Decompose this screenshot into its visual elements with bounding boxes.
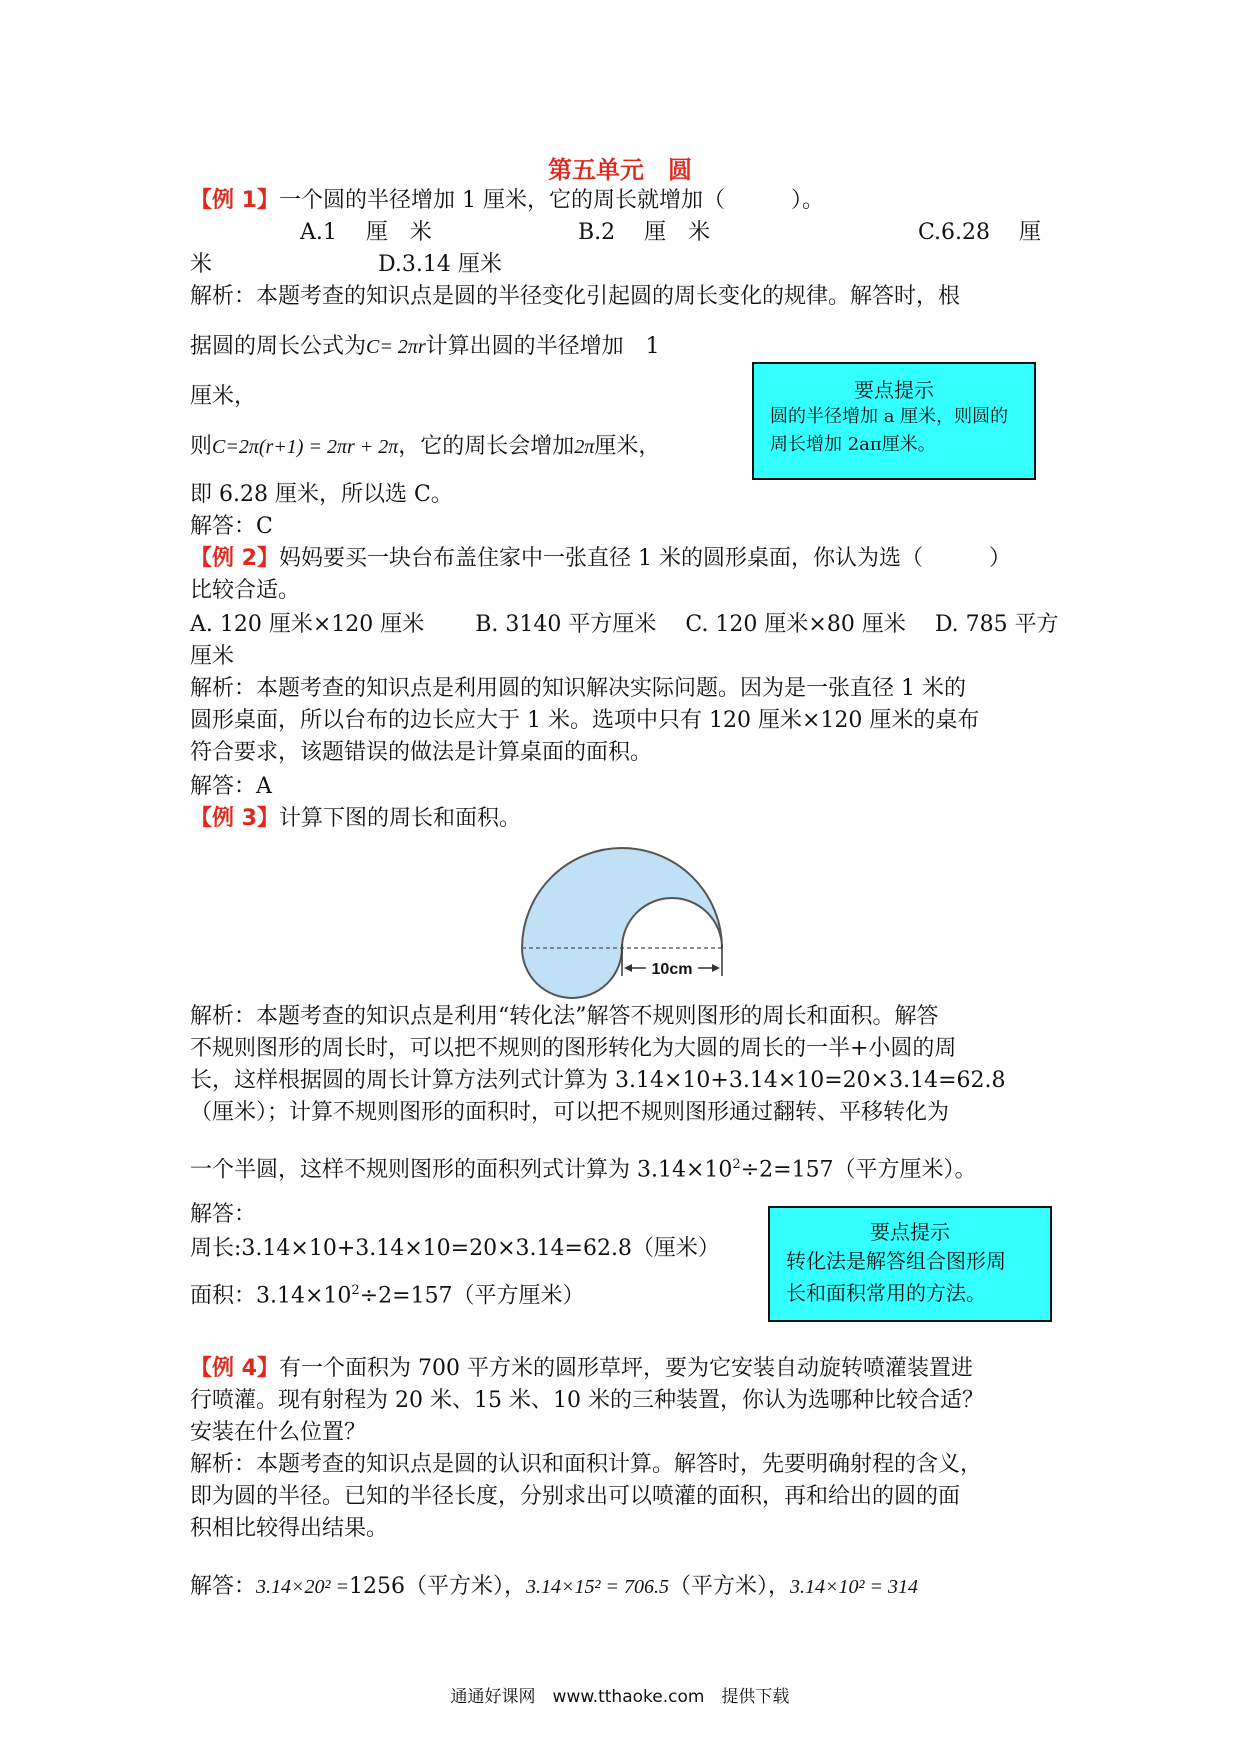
ex4-tag: 【例 4】 (190, 1356, 279, 1381)
ex4-answer-line: 解答：3.14×20² =1256（平方米），3.14×15² = 706.5（平方米），3.14×10² = 314 (190, 1574, 919, 1599)
tip-line-1: 圆的半径增加 a 厘米，则圆的 (770, 406, 1009, 427)
calc-10: 3.14×10² = 314 (790, 1576, 919, 1598)
ex2-options-cont: 厘米 (190, 644, 235, 669)
two-pi-formula: 2π (574, 436, 595, 458)
ex2-analysis-3: 符合要求，该题错误的做法是计算桌面的面积。 (190, 740, 653, 765)
ex1-question-line (190, 186, 824, 216)
ex3-question-line (190, 804, 521, 834)
calc-20: 3.14×20² = (256, 1576, 350, 1598)
ex2-analysis-2: 圆形桌面，所以台布的边长应大于 1 米。选项中只有 120 厘米×120 厘米的桌布 (190, 708, 980, 733)
circumference-formula: C= 2πr (366, 336, 426, 358)
ex1-option-b: B.2 厘 米 (578, 220, 711, 245)
ex1-option-c-cont: 米 (190, 252, 213, 277)
calc-15: 3.14×15² = 706.5 (526, 1576, 670, 1598)
tip-title: 要点提示 (870, 1220, 950, 1244)
ex1-option-c: C.6.28 厘 (918, 220, 1042, 245)
increase-formula: C=2π(r+1) = 2πr + 2π (212, 436, 399, 458)
ex2-question-line (190, 544, 1011, 574)
ex3-analysis-2: 不规则图形的周长时，可以把不规则的图形转化为大圆的周长的一半+小圆的周 (190, 1036, 957, 1061)
tip-line-2: 长和面积常用的方法。 (786, 1281, 986, 1305)
arrow-left-icon (624, 964, 632, 972)
ex3-answer-perimeter: 周长:3.14×10+3.14×10=20×3.14=62.8（厘米） (190, 1236, 720, 1261)
ex2-tag: 【例 2】 (190, 546, 279, 571)
ex2-question-1: 妈妈要买一块台布盖住家中一张直径 1 米的圆形桌面，你认为选（ ） (278, 546, 1011, 571)
arrow-right-icon (712, 964, 720, 972)
ex1-question: 一个圆的半径增加 1 厘米，它的周长就增加（ ）。 (278, 188, 824, 213)
ex3-analysis-3: 长，这样根据圆的周长计算方法列式计算为 3.14×10+3.14×10=20×3.14=62.8 (190, 1068, 1006, 1093)
ex3-analysis-4: （厘米）；计算不规则图形的面积时，可以把不规则图形通过翻转、平移转化为 (190, 1100, 950, 1125)
ex4-question-1: 有一个面积为 700 平方米的圆形草坪，要为它安装自动旋转喷灌装置进 (278, 1356, 973, 1381)
ex3-answer-area: 面积：$3.14\times 10^2\div 2=157$（平方厘米） (190, 1283, 585, 1309)
ex1-tip-box (752, 362, 1036, 480)
figure-dimension-label: 10cm (651, 961, 693, 978)
ex3-tag: 【例 3】 (190, 806, 279, 831)
ex2-analysis-1: 解析：本题考查的知识点是利用圆的知识解决实际问题。因为是一张直径 1 米的 (190, 676, 966, 701)
ex1-analysis-5: 即 6.28 厘米，所以选 C。 (190, 482, 453, 507)
page-title: 第五单元 圆 (548, 156, 692, 184)
ex4-question-line (190, 1354, 973, 1384)
tip-title: 要点提示 (854, 378, 934, 402)
ex3-answer-label: 解答： (190, 1202, 257, 1227)
ex4-question-2: 行喷灌。现有射程为 20 米、15 米、10 米的三种装置，你认为选哪种比较合适？ (190, 1388, 984, 1413)
ex1-analysis-1: 解析：本题考查的知识点是圆的半径变化引起圆的周长变化的规律。解答时，根 (190, 284, 961, 309)
ex3-question: 计算下图的周长和面积。 (278, 806, 521, 831)
ex3-analysis-5: 一个半圆，这样不规则图形的面积列式计算为 $3.14\times 10^2\div 2=157$（平方厘米）。 (190, 1157, 977, 1183)
ex2-options: A. 120 厘米×120 厘米 B. 3140 平方厘米 C. 120 厘米×80 厘米 D. 785 平方 (190, 612, 1059, 637)
tip-line-2: 周长增加 2aπ厘米。 (770, 434, 936, 455)
ex4-analysis-2: 即为圆的半径。已知的半径长度，分别求出可以喷灌的面积，再和给出的圆的面 (190, 1484, 961, 1509)
ex3-tip-box (768, 1206, 1052, 1322)
ex4-analysis-3: 积相比较得出结果。 (190, 1516, 389, 1541)
ex1-tag: 【例 1】 (190, 188, 279, 213)
page-footer: 通通好课网 www.tthaoke.com 提供下载 (450, 1687, 790, 1707)
ex4-analysis-1: 解析：本题考查的知识点是圆的认识和面积计算。解答时，先要明确射程的含义， (190, 1452, 983, 1477)
ex2-question-2: 比较合适。 (190, 578, 301, 603)
ex1-option-a: A.1 厘 米 (300, 220, 432, 245)
tip-line-1: 转化法是解答组合图形周 (786, 1249, 1006, 1273)
ex1-analysis-3: 厘米， (190, 384, 257, 409)
ex1-analysis-2: 据圆的周长公式为C= 2πr计算出圆的半径增加 1 (190, 334, 660, 359)
ex4-question-3: 安装在什么位置？ (190, 1420, 367, 1445)
ex1-option-d: D.3.14 厘米 (378, 252, 502, 277)
ex1-analysis-4: 则C=2π(r+1) = 2πr + 2π，它的周长会增加2π厘米， (190, 434, 661, 459)
ex2-answer: 解答：A (190, 774, 272, 799)
composite-circle-figure (510, 840, 740, 1000)
ex3-analysis-1: 解析：本题考查的知识点是利用“转化法”解答不规则图形的周长和面积。解答 (190, 1004, 939, 1029)
ex1-answer: 解答：C (190, 514, 273, 539)
